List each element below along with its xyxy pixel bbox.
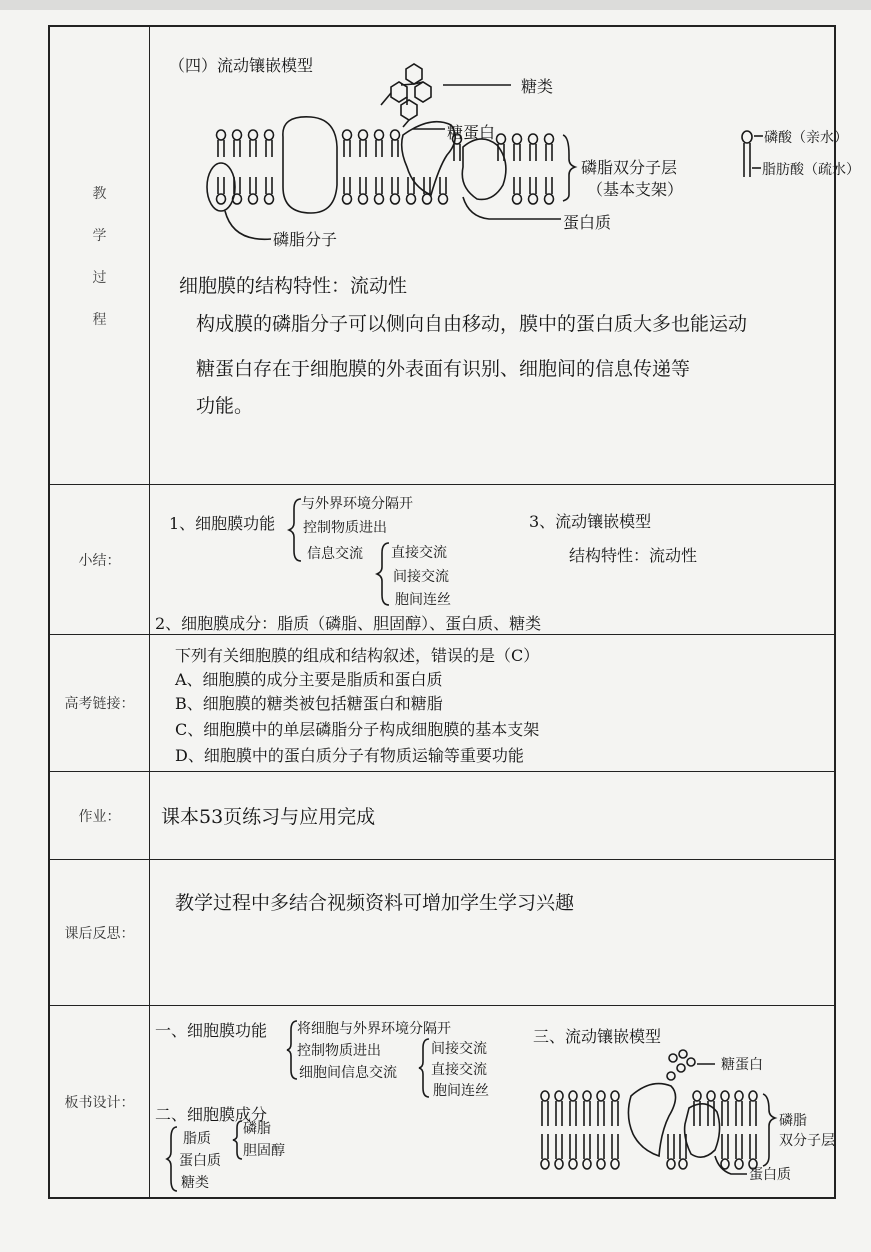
communication-type: 间接交流	[393, 569, 449, 585]
label-phospholipid: 磷脂分子	[273, 230, 338, 249]
board-glycoprotein-label: 糖蛋白	[721, 1057, 763, 1073]
label-char: 教	[92, 185, 107, 202]
summary-item-2: 2、细胞膜成分：脂质（磷脂、胆固醇）、蛋白质、糖类	[155, 614, 542, 633]
board-communication: 胞间连丝	[433, 1083, 489, 1099]
row-label-summary: 小结：	[50, 485, 150, 634]
board-function: 将细胞与外界环境分隔开	[297, 1021, 451, 1037]
reflection-text: 教学过程中多结合视频资料可增加学生学习兴趣	[175, 892, 575, 914]
peripheral-protein	[462, 139, 506, 199]
board-lipid: 磷脂	[243, 1121, 271, 1137]
board-lipid: 胆固醇	[243, 1143, 285, 1159]
row-summary	[50, 484, 834, 634]
exam-question: 下列有关细胞膜的组成和结构叙述，错误的是（C）	[175, 646, 540, 665]
board-top-phospholipids	[541, 1091, 757, 1126]
row-label-reflection: 课后反思：	[50, 860, 150, 1005]
membrane-model-diagram	[151, 27, 833, 267]
board-bilayer-brace	[763, 1094, 775, 1166]
process-content	[151, 27, 860, 484]
exam-option-d: D、细胞膜中的蛋白质分子有物质运输等重要功能	[175, 746, 524, 765]
legend-phospholipid	[742, 131, 763, 177]
legend-head-label: 磷酸（亲水）	[764, 130, 848, 146]
row-homework	[50, 771, 834, 859]
board-section-3-title: 三、流动镶嵌模型	[533, 1027, 662, 1046]
board-communication: 直接交流	[431, 1062, 487, 1078]
glycoprotein-function-line-end: 功能。	[196, 395, 254, 417]
circled-phospholipid	[207, 163, 271, 239]
board-section-1-title: 一、细胞膜功能	[155, 1021, 268, 1040]
label-char: 学	[92, 227, 107, 244]
scan-edge	[0, 0, 871, 10]
summary-function: 控制物质进出	[303, 520, 387, 536]
transmembrane-protein	[283, 117, 337, 213]
board-bilayer-label: 磷脂	[779, 1113, 807, 1129]
row-label-teaching-process	[50, 27, 150, 484]
communication-type: 胞间连丝	[395, 592, 451, 608]
row-label-board: 板书设计：	[50, 1006, 150, 1197]
lesson-plan-table	[48, 25, 860, 1199]
reflection-content	[151, 860, 834, 1005]
summary-item-3-sub: 结构特性：流动性	[569, 546, 698, 565]
label-protein: 蛋白质	[563, 213, 612, 232]
structure-property-line: 细胞膜的结构特性：流动性	[179, 275, 408, 297]
homework-text: 课本53页练习与应用完成	[161, 806, 376, 828]
board-communication: 间接交流	[431, 1041, 487, 1057]
bilayer-brace	[563, 135, 575, 201]
board-component: 糖类	[181, 1175, 209, 1191]
communication-type: 直接交流	[391, 545, 447, 561]
row-exam-link	[50, 634, 834, 771]
row-board-design	[50, 1005, 834, 1197]
glycoprotein-function-line: 糖蛋白存在于细胞膜的外表面有识别、细胞间的信息传递等	[196, 358, 691, 380]
homework-content	[151, 772, 834, 859]
sugar-chain	[381, 64, 431, 127]
summary-function: 与外界环境分隔开	[301, 496, 413, 512]
board-function: 控制物质进出	[297, 1043, 381, 1059]
label-glycoprotein: 糖蛋白	[447, 123, 496, 142]
exam-option-a: A、细胞膜的成分主要是脂质和蛋白质	[175, 670, 443, 689]
bottom-phospholipids	[233, 177, 554, 204]
board-protein-label: 蛋白质	[749, 1167, 791, 1183]
summary-content	[151, 485, 834, 634]
row-teaching-process	[50, 27, 860, 484]
label-sugar: 糖类	[521, 77, 554, 96]
board-bilayer-label: 双分子层	[779, 1133, 835, 1149]
label-bilayer: 磷脂双分子层	[581, 158, 678, 177]
board-component: 脂质	[183, 1131, 211, 1147]
summary-item-3: 3、流动镶嵌模型	[529, 512, 652, 531]
row-label-exam: 高考链接：	[50, 635, 150, 771]
board-function: 细胞间信息交流	[299, 1065, 397, 1081]
exam-option-c: C、细胞膜中的单层磷脂分子构成细胞膜的基本支架	[175, 720, 540, 739]
board-section-2-title: 二、细胞膜成分	[155, 1105, 268, 1124]
summary-function: 信息交流	[307, 546, 363, 562]
row-reflection	[50, 859, 834, 1005]
board-sugar-chain	[667, 1050, 715, 1080]
fluidity-explanation-line: 构成膜的磷脂分子可以侧向自由移动，膜中的蛋白质大多也能运动	[196, 313, 748, 335]
label-char: 程	[92, 311, 107, 328]
label-char: 过	[92, 269, 107, 286]
summary-item-1: 1、细胞膜功能	[169, 514, 276, 533]
label-bilayer-note: （基本支架）	[587, 180, 684, 199]
legend-tail-label: 脂肪酸（疏水）	[762, 162, 860, 178]
board-component: 蛋白质	[179, 1153, 221, 1169]
exam-content	[151, 635, 834, 771]
exam-option-b: B、细胞膜的糖类被包括糖蛋白和糖脂	[175, 694, 443, 713]
section-heading: （四）流动镶嵌模型	[169, 56, 314, 75]
row-label-homework: 作业：	[50, 772, 150, 859]
board-content	[151, 1006, 834, 1197]
